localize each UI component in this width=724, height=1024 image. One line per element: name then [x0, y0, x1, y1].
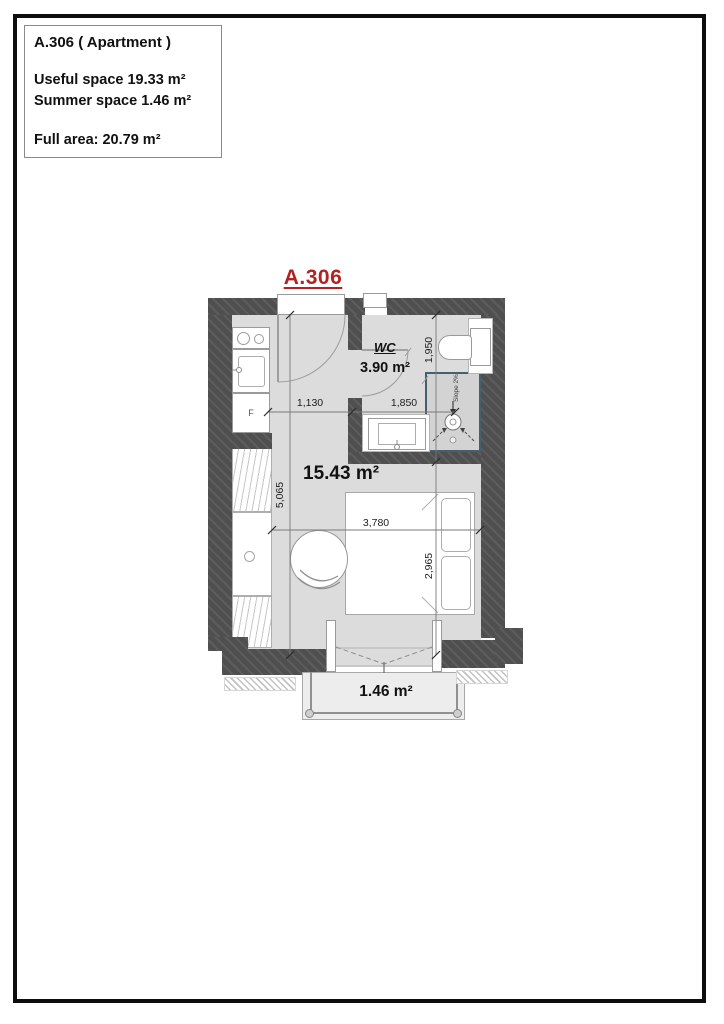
- dim-wc-depth: 1,950: [423, 336, 435, 364]
- shower-slope-label: Slope 2%: [453, 374, 460, 402]
- apartment-info-box: [24, 25, 222, 158]
- burner-large-icon: [237, 332, 250, 345]
- toilet-tank: [470, 328, 491, 366]
- wc-wall-door-stub: [348, 315, 362, 350]
- burner-small-icon: [254, 334, 264, 344]
- useful-space-line: Useful space 19.33 m²: [34, 72, 186, 88]
- dim-room-length: 5,065: [274, 481, 286, 509]
- pillow-top: [441, 498, 471, 552]
- full-area-line: Full area: 20.79 m²: [34, 132, 161, 148]
- wall-vent: [363, 293, 387, 308]
- apartment-title: A.306 ( Apartment ): [34, 34, 171, 51]
- balcony-door-jamb-right: [432, 620, 442, 672]
- dim-bed-zone: 2,965: [423, 552, 435, 580]
- wall-top-left: [208, 298, 278, 315]
- floorplan-drawing: [208, 298, 508, 732]
- balcony-door-jamb-left: [326, 620, 336, 672]
- balcony-area-label: 1.46 m²: [359, 683, 413, 700]
- wc-area-label: 3.90 m²: [360, 360, 410, 376]
- kitchen-sink-basin: [238, 356, 265, 387]
- plan-title: A.306: [283, 266, 343, 289]
- railing-post-left-icon: [305, 709, 314, 718]
- main-room-area-label: 15.43 m²: [303, 463, 380, 484]
- kitchen-stub-wall: [228, 433, 272, 449]
- exterior-sill-left: [224, 677, 296, 691]
- dim-entry-width: 1,130: [296, 397, 324, 409]
- fridge-label: F: [248, 408, 254, 418]
- wall-pillar: [495, 628, 523, 664]
- railing-post-right-icon: [453, 709, 462, 718]
- wc-label: WC: [374, 340, 396, 355]
- exterior-sill-right: [456, 670, 508, 684]
- wall-top-mid: [345, 298, 365, 315]
- entrance-threshold: [277, 294, 345, 315]
- pouf-chair: [290, 530, 348, 588]
- dim-wc-width: 1,850: [390, 397, 418, 409]
- wardrobe-upper: [232, 448, 272, 512]
- dressing-unit: [232, 512, 272, 596]
- wall-top-right: [387, 298, 505, 315]
- washbasin-bowl: [378, 423, 416, 445]
- washbasin: [368, 418, 426, 450]
- dim-room-width: 3,780: [362, 517, 390, 529]
- cooktop: [232, 327, 270, 349]
- toilet-bowl: [438, 335, 472, 360]
- wall-left: [208, 315, 232, 637]
- bed: [345, 492, 475, 615]
- fridge: [232, 393, 270, 433]
- pillow-bottom: [441, 556, 471, 610]
- kitchen-sink-counter: [232, 349, 270, 393]
- dressing-stool-icon: [244, 551, 255, 562]
- summer-space-line: Summer space 1.46 m²: [34, 93, 192, 109]
